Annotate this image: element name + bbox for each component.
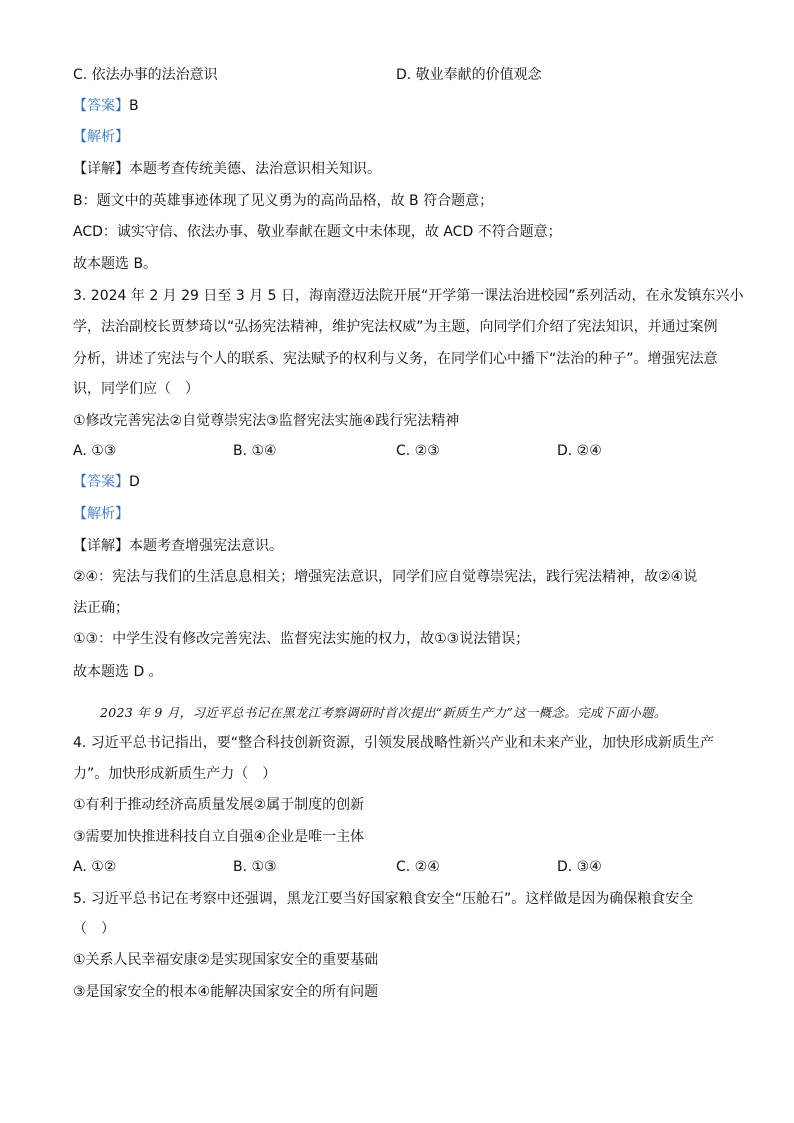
q3-line-13: ①③：中学生没有修改完善宪法、监督宪法实施的权力，故①③说法错误； xyxy=(73,631,530,647)
analysis-bracket-close: 】 xyxy=(115,129,129,145)
answer-bracket-open: 【 xyxy=(73,98,87,114)
detail-bracket-close: 】 xyxy=(115,538,129,554)
q3-stem-4: 识，同学们应（ ） xyxy=(73,381,199,397)
q3-conclusion: 故本题选 D 。 xyxy=(73,664,163,680)
detail-bracket-close: 】 xyxy=(115,161,129,177)
q3-option-b: B. ①④ xyxy=(233,443,277,459)
detail-text: 本题考查增强宪法意识。 xyxy=(129,538,283,554)
analysis-bracket-open: 【 xyxy=(73,129,87,145)
answer-value: B xyxy=(129,98,139,114)
q3-option-d: D. ②④ xyxy=(557,443,602,459)
q5-choices-2: ③是国家安全的根本④能解决国家安全的所有问题 xyxy=(73,984,379,1000)
detail-tag: 详解 xyxy=(87,161,115,177)
q4-choices-1: ①有利于推动经济高质量发展②属于制度的创新 xyxy=(73,797,365,813)
q2-line-b: B：题文中的英雄事迹体现了见义勇为的高尚品格，故 B 符合题意； xyxy=(73,193,494,209)
q4-option-d: D. ③④ xyxy=(557,859,602,875)
detail-tag: 详解 xyxy=(87,538,115,554)
answer-bracket-close: 】 xyxy=(115,474,129,490)
q3-stem-3: 分析，讲述了宪法与个人的联系、宪法赋予的权利与义务，在同学们心中播下“法治的种子”。增强宪法意 xyxy=(73,351,718,367)
q4-option-c: C. ②④ xyxy=(396,859,440,875)
q3-analysis-line xyxy=(73,505,724,523)
answer-tag: 答案 xyxy=(87,98,115,114)
answer-bracket-open: 【 xyxy=(73,474,87,490)
q2-option-d: D. 敬业奉献的价值观念 xyxy=(396,67,542,83)
section-intro: 2023 年 9 月，习近平总书记在黑龙江考察调研时首次提出“新质生产力”这一概念。完成下面小题。 xyxy=(100,705,667,720)
q4-stem-1: 4. 习近平总书记指出，要“整合科技创新资源，引领发展战略性新兴产业和未来产业，加快形成新质生产 xyxy=(73,735,715,751)
q3-option-c: C. ②③ xyxy=(396,443,440,459)
q3-option-a: A. ①③ xyxy=(73,443,117,459)
q3-line-24-1: ②④：宪法与我们的生活息息相关；增强宪法意识，同学们应自觉尊崇宪法，践行宪法精神，故②④说 xyxy=(73,569,698,585)
q2-option-c: C. 依法办事的法治意识 xyxy=(73,67,218,83)
q2-conclusion: 故本题选 B。 xyxy=(73,256,158,272)
q5-stem-1: 5. 习近平总书记在考察中还强调，黑龙江要当好国家粮食安全“压舱石”。这样做是因为确保粮食安全 xyxy=(73,891,694,907)
answer-bracket-close: 】 xyxy=(115,98,129,114)
detail-text: 本题考查传统美德、法治意识相关知识。 xyxy=(129,161,381,177)
q5-stem-2: （ ） xyxy=(73,921,115,937)
q4-option-a: A. ①② xyxy=(73,859,117,875)
analysis-bracket-close: 】 xyxy=(115,506,129,522)
answer-tag: 答案 xyxy=(87,474,115,490)
answer-value: D xyxy=(129,474,140,490)
q4-stem-2: 力”。加快形成新质生产力（ ） xyxy=(73,766,277,782)
q3-stem-2: 学，法治副校长贾梦琦以“弘扬宪法精神，维护宪法权威”为主题，向同学们介绍了宪法知识，并通过案例 xyxy=(73,319,718,335)
q3-choices: ①修改完善宪法②自觉尊崇宪法③监督宪法实施④践行宪法精神 xyxy=(73,413,460,429)
q2-analysis-line xyxy=(73,128,724,146)
q2-line-acd: ACD：诚实守信、依法办事、敬业奉献在题文中未体现，故 ACD 不符合题意； xyxy=(73,224,562,240)
analysis-tag: 解析 xyxy=(87,506,115,522)
q3-detail-line xyxy=(73,537,724,555)
q4-choices-2: ③需要加快推进科技自立自强④企业是唯一主体 xyxy=(73,829,365,845)
analysis-bracket-open: 【 xyxy=(73,506,87,522)
detail-bracket-open: 【 xyxy=(73,538,87,554)
q4-option-b: B. ①③ xyxy=(233,859,277,875)
q3-line-24-2: 法正确； xyxy=(73,600,129,616)
q3-stem-1: 3. 2024 年 2 月 29 日至 3 月 5 日，海南澄迈法院开展“开学第一课法治进校园”系列活动，在永发镇东兴小 xyxy=(73,288,744,304)
q2-detail-line xyxy=(73,160,724,178)
detail-bracket-open: 【 xyxy=(73,161,87,177)
q2-answer-line xyxy=(73,97,724,115)
q5-choices-1: ①关系人民幸福安康②是实现国家安全的重要基础 xyxy=(73,952,379,968)
analysis-tag: 解析 xyxy=(87,129,115,145)
q3-answer-line xyxy=(73,473,724,491)
